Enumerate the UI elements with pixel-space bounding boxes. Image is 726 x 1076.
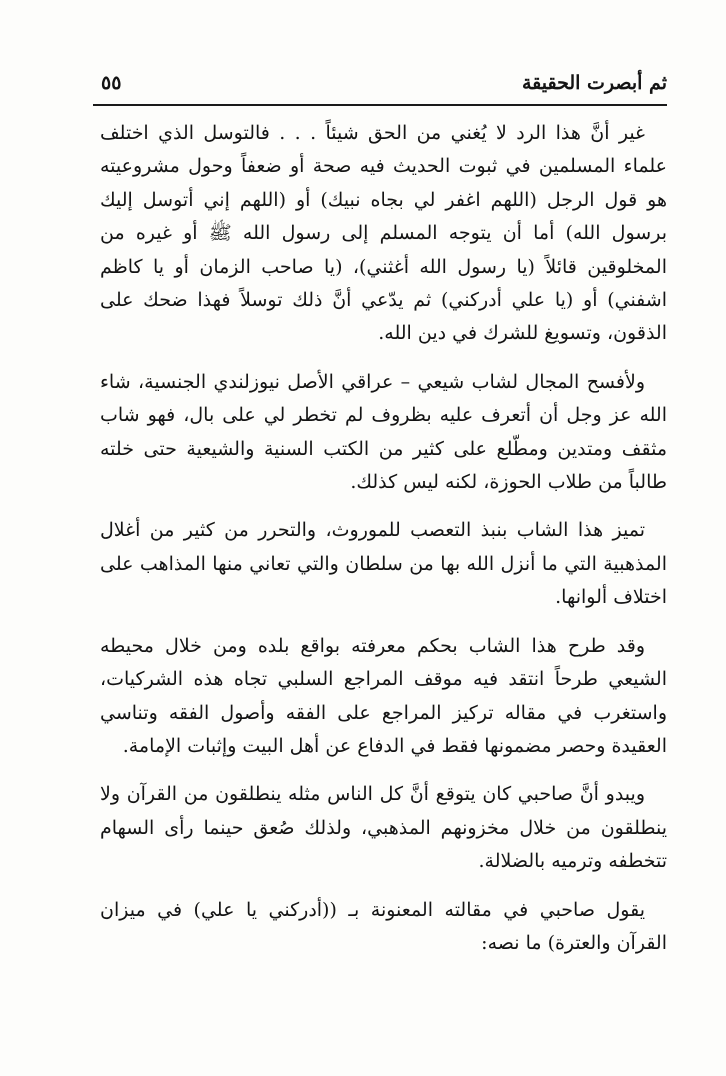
running-header [93,70,667,100]
paragraph-1: غير أنَّ هذا الرد لا يُغني من الحق شيئاً . . . فالتوسل الذي اختلف علماء المسلمين في ثبوت الحديث فيه صحة أو ضعفاً وحول مشروعيته هو قول الرجل (اللهم اغفر لي بجاه نبيك) أو (اللهم إني أتوسل إليك برسول الله) أما أن يتوجه المسلم إلى رسول الله ﷺ أو غيره من المخلوقين قائلاً (يا رسول الله أغثني)، (يا صاحب الزمان أو يا كاظم اشفني) أو (يا علي أدركني) ثم يدّعي أنَّ ذلك توسلاً فهذا ضحك على الذقون، وتسويغ للشرك في دين الله. [100,122,667,345]
paragraph-5: ويبدو أنَّ صاحبي كان يتوقع أنَّ كل الناس مثله ينطلقون من القرآن ولا ينطلقون من خلال مخزونهم المذهبي، ولذلك صُعق حينما رأى السهام تتخطفه وترميه بالضلالة. [100,783,667,873]
paragraph-4: وقد طرح هذا الشاب بحكم معرفته بواقع بلده ومن خلال محيطه الشيعي طرحاً انتقد فيه موقف المراجع السلبي تجاه هذه الشركيات، واستغرب في مقاله تركيز المراجع على الفقه وأصول الفقه وتناسي العقيدة وحصر مضمونها فقط في الدفاع عن أهل البيت وإثبات الإمامة. [100,634,667,757]
body-text [100,117,667,960]
paragraph-3: تميز هذا الشاب بنبذ التعصب للموروث، والتحرر من كثير من أغلال المذهبية التي ما أنزل الله بها من سلطان والتي تعاني منها المذاهب على اختلاف ألوانها. [100,519,667,609]
paragraph-6: يقول صاحبي في مقالته المعنونة بـ ((أدركني يا علي) في ميزان القرآن والعترة) ما نصه: [100,898,667,954]
header-rule [93,104,667,106]
book-title: ثم أبصرت الحقيقة [521,72,667,94]
page-number: ٥٥ [101,72,122,94]
paragraph-2: ولأفسح المجال لشاب شيعي – عراقي الأصل نيوزلندي الجنسية، شاء الله عز وجل أن أتعرف عليه بظروف لم تخطر لي على بال، فهو شاب مثقف ومتدين ومطّلع على كثير من الكتب السنية والشيعية حتى خلته طالباً من طلاب الحوزة، لكنه ليس كذلك. [100,370,667,494]
